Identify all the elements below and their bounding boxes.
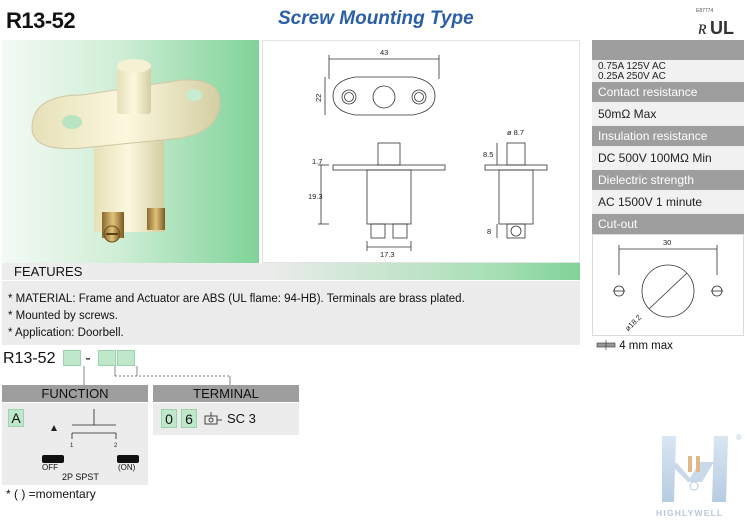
dim-diam-label: ø 8.7 <box>507 128 525 137</box>
ordering-connector-lines <box>0 366 300 386</box>
cutout-drawing <box>592 234 744 336</box>
terminal-digit-6: 6 <box>181 409 197 428</box>
dim-base-label: 17.3 <box>380 250 395 259</box>
dim-body-label: 19.3 <box>308 192 323 201</box>
dim-term-label: 8 <box>487 227 492 236</box>
spec-rating-line-1: 0.75A 125V AC <box>598 61 666 72</box>
product-photo <box>2 40 259 263</box>
spec-rating-header <box>592 40 744 60</box>
specifications-table <box>592 40 744 234</box>
off-label: OFF <box>42 463 58 472</box>
spec-rating-values <box>592 60 744 82</box>
ordering-code-dash: - <box>85 350 91 367</box>
pushbutton-switch-image <box>2 40 259 263</box>
pin-1-label: 1 <box>70 443 74 449</box>
function-option-panel <box>2 403 148 485</box>
function-header: FUNCTION <box>2 385 148 402</box>
cutout-diam-label: ø18.2 <box>623 312 644 333</box>
terminal-option-panel <box>153 403 299 435</box>
switch-type-label: 2P SPST <box>62 472 99 482</box>
terminal-code-box-2 <box>117 350 135 366</box>
mounting-type-title: Screw Mounting Type <box>278 8 474 29</box>
features-title: FEATURES <box>2 263 580 280</box>
panel-thickness-text: 4 mm max <box>619 340 673 352</box>
dim-top-label: 1.7 <box>312 157 323 166</box>
spec-dielectric-strength-header: Dielectric strength <box>592 170 744 190</box>
cutout-drawing-svg <box>593 235 745 337</box>
dim-height-label: 22 <box>314 93 323 102</box>
spec-contact-resistance-header: Contact resistance <box>592 82 744 102</box>
pin-2-label: 2 <box>114 443 118 449</box>
terminal-header: TERMINAL <box>153 385 299 402</box>
spec-contact-resistance-value: 50mΩ Max <box>592 102 744 126</box>
panel-thickness-icon <box>596 340 616 350</box>
up-arrow-icon <box>51 425 57 431</box>
highlywell-brand-logo <box>652 432 748 520</box>
screw-terminal-icon <box>203 410 223 428</box>
brand-name: HIGHLYWELL <box>656 508 724 518</box>
model-title: R13-52 <box>6 8 76 33</box>
function-option-a: A <box>8 409 24 427</box>
ul-cert-number: E87774 <box>696 8 714 14</box>
switch-contact-diagram <box>32 405 142 451</box>
highlywell-logo-svg <box>652 432 748 520</box>
ul-mark-icon <box>690 12 740 40</box>
terminal-digit-0: 0 <box>161 409 177 428</box>
svg-text:U: U <box>710 18 723 38</box>
panel-thickness-row <box>596 340 673 352</box>
ordering-code-model: R13-52 <box>3 350 56 367</box>
off-state-icon <box>42 455 64 463</box>
on-label: (ON) <box>118 463 136 472</box>
dimension-drawings <box>262 40 580 263</box>
on-state-icon <box>117 455 139 463</box>
ul-certification-logo <box>690 8 740 40</box>
feature-item: * Mounted by screws. <box>8 310 118 322</box>
momentary-note: * ( ) =momentary <box>6 487 96 501</box>
spec-insulation-resistance-header: Insulation resistance <box>592 126 744 146</box>
terminal-code-box-1 <box>98 350 116 366</box>
function-code-box <box>63 350 81 366</box>
svg-text:L: L <box>723 18 734 38</box>
cutout-width-label: 30 <box>663 238 672 247</box>
dimension-drawing-svg <box>263 41 581 264</box>
spec-dielectric-strength-value: AC 1500V 1 minute <box>592 190 744 214</box>
spec-insulation-resistance-value: DC 500V 100MΩ Min <box>592 146 744 170</box>
feature-item: * Application: Doorbell. <box>8 327 124 339</box>
spec-cutout-header: Cut-out <box>592 214 744 234</box>
features-list <box>2 281 580 345</box>
svg-text:ʀ: ʀ <box>698 17 707 39</box>
terminal-name: SC 3 <box>227 411 256 426</box>
dim-width-label: 43 <box>380 48 389 57</box>
brand-registered-mark: ® <box>736 433 742 442</box>
spec-rating-line-2: 0.25A 250V AC <box>598 71 666 82</box>
feature-item: * MATERIAL: Frame and Actuator are ABS (UL flame: 94-HB). Terminals are brass plated. <box>8 293 465 305</box>
dim-cap-label: 8.5 <box>483 150 494 159</box>
